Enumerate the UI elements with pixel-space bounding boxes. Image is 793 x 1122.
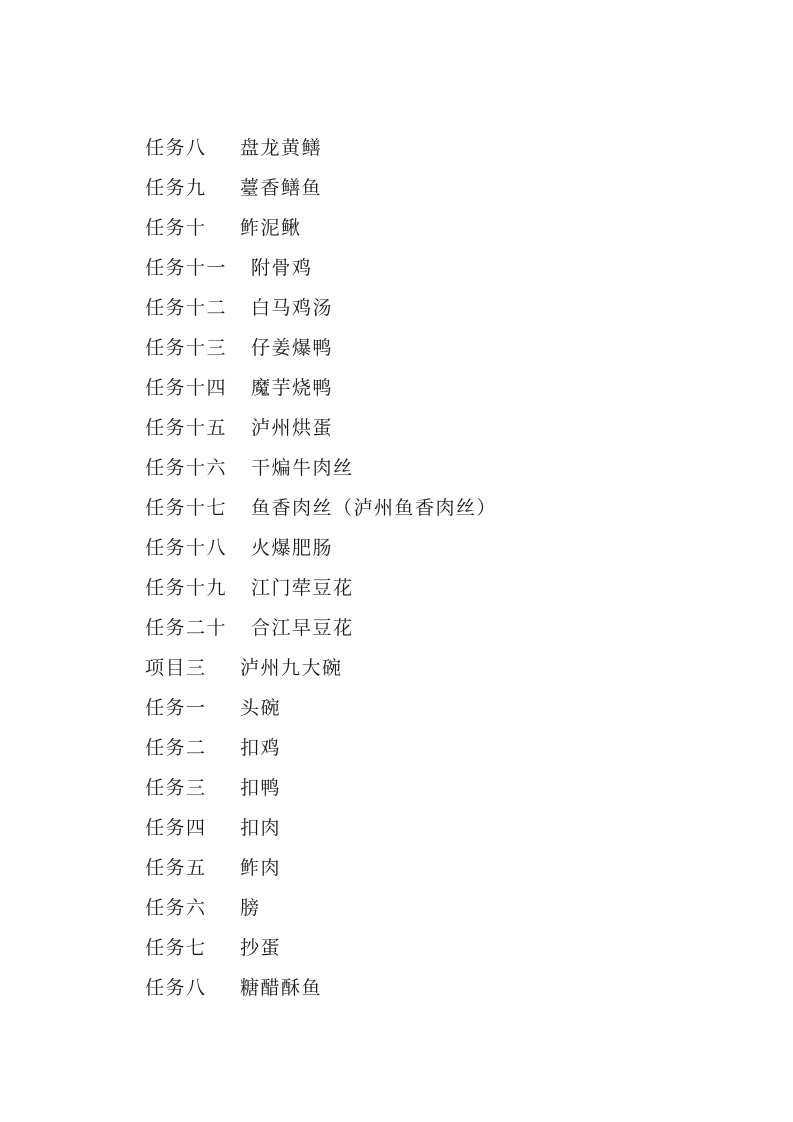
toc-entry [145, 126, 497, 166]
toc-entry [145, 766, 497, 806]
toc-entry [145, 486, 497, 526]
toc-entry-number: 任务六 [145, 896, 207, 919]
toc-entry [145, 406, 497, 446]
toc-entry-title: 糖醋酥鱼 [240, 976, 323, 999]
toc-entry-title: 扣鸡 [240, 736, 282, 759]
table-of-contents [145, 126, 497, 1006]
toc-entry-number: 任务二 [145, 736, 207, 759]
toc-entry-title: 头碗 [240, 696, 282, 719]
toc-entry-title: 扣鸭 [240, 776, 282, 799]
toc-entry [145, 806, 497, 846]
toc-entry-title: 鲊泥鳅 [240, 216, 302, 239]
toc-entry-number: 任务十三 [145, 336, 228, 359]
toc-entry-number: 任务二十 [145, 616, 228, 639]
toc-entry [145, 526, 497, 566]
toc-entry-title: 白马鸡汤 [251, 296, 334, 319]
toc-entry-title: 魔芋烧鸭 [251, 376, 334, 399]
toc-entry-title: 合江早豆花 [251, 616, 354, 639]
toc-entry-title: 干煸牛肉丝 [251, 456, 354, 479]
toc-entry [145, 846, 497, 886]
toc-entry-number: 任务八 [145, 136, 207, 159]
toc-entry-title: 江门荦豆花 [251, 576, 354, 599]
toc-entry-number: 任务十五 [145, 416, 228, 439]
toc-entry [145, 606, 497, 646]
toc-entry-number: 任务十 [145, 216, 207, 239]
toc-entry-number: 任务七 [145, 936, 207, 959]
toc-entry [145, 926, 497, 966]
toc-entry-number: 任务八 [145, 976, 207, 999]
toc-entry-title: 附骨鸡 [251, 256, 313, 279]
toc-entry [145, 886, 497, 926]
toc-entry-number: 任务十二 [145, 296, 228, 319]
toc-entry-title: 抄蛋 [240, 936, 282, 959]
toc-entry-number: 任务十六 [145, 456, 228, 479]
toc-entry-title: 薹香鳝鱼 [240, 176, 323, 199]
toc-entry [145, 646, 497, 686]
toc-entry-title: 膀 [240, 896, 261, 919]
toc-entry [145, 286, 497, 326]
toc-entry-title: 扣肉 [240, 816, 282, 839]
toc-entry [145, 166, 497, 206]
toc-entry [145, 966, 497, 1006]
toc-entry-number: 项目三 [145, 656, 207, 679]
toc-entry-title: 泸州九大碗 [240, 656, 343, 679]
toc-entry-number: 任务十四 [145, 376, 228, 399]
toc-entry-number: 任务一 [145, 696, 207, 719]
toc-entry [145, 366, 497, 406]
toc-entry-title: 盘龙黄鳝 [240, 136, 323, 159]
toc-entry-number: 任务四 [145, 816, 207, 839]
toc-entry-number: 任务十一 [145, 256, 228, 279]
toc-entry-number: 任务三 [145, 776, 207, 799]
toc-entry-title: 泸州烘蛋 [251, 416, 334, 439]
toc-entry-number: 任务十七 [145, 496, 228, 519]
toc-entry [145, 446, 497, 486]
toc-entry [145, 686, 497, 726]
toc-entry [145, 726, 497, 766]
toc-entry-number: 任务十八 [145, 536, 228, 559]
toc-entry [145, 206, 497, 246]
toc-entry-number: 任务十九 [145, 576, 228, 599]
toc-entry [145, 326, 497, 366]
toc-entry-number: 任务五 [145, 856, 207, 879]
toc-entry-title: 鲊肉 [240, 856, 282, 879]
toc-entry-title: 仔姜爆鸭 [251, 336, 334, 359]
toc-entry-title: 鱼香肉丝（泸州鱼香肉丝） [251, 496, 498, 519]
toc-entry-number: 任务九 [145, 176, 207, 199]
toc-entry [145, 246, 497, 286]
toc-entry [145, 566, 497, 606]
toc-entry-title: 火爆肥肠 [251, 536, 334, 559]
